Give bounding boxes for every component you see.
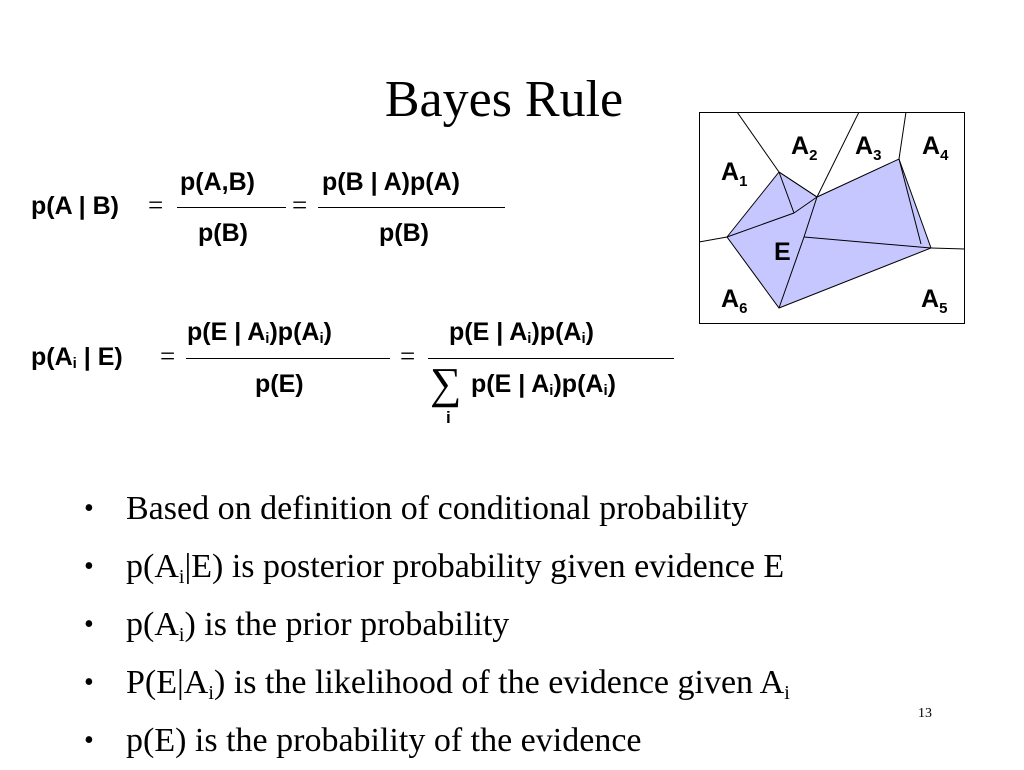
bullet-item: • $p(A_i|E)$ is posterior probability given evidence E [82,538,790,596]
label-A6: $A_6$ [721,285,748,317]
equation2-frac2-bar [428,358,674,359]
equation2-frac1-denominator: p(E) [255,370,304,398]
label-A1: $A_1$ [721,158,748,190]
label-A2: $A_2$ [791,132,818,164]
equation1-frac1-denominator: p(B) [198,219,248,247]
equation2-frac1-numerator: p(E | $A_i)p(A_i)$ [187,318,332,347]
equation1-frac1-numerator: p(A,B) [180,168,255,196]
summation-index: i [446,408,451,427]
bullet-item: • $p(A_i)$ is the prior probability [82,596,790,654]
page-number: 13 [918,706,932,721]
label-A4: $A_4$ [922,132,949,164]
bullet-item: • Based on definition of conditional probability [82,480,790,538]
partition-venn-diagram [699,112,965,324]
equation2-frac2-denominator: p(E | $A_i)p(A_i)$ [471,370,616,399]
evidence-region [727,159,931,308]
equation2-frac1-bar [186,358,390,359]
equation2-lhs: $p(A_i$ | E) [31,343,123,372]
equation2-frac2-numerator: p(E | $A_i)p(A_i)$ [449,318,594,347]
bullet-list [82,480,790,770]
equation1-frac1-bar [177,207,286,208]
slide-title: Bayes Rule [384,71,624,128]
label-E: E [774,238,791,266]
equation1-equals-1: = [148,190,164,220]
label-A3: $A_3$ [855,132,882,164]
equation1-frac2-bar [318,207,505,208]
equation1-lhs: p(A | B) [31,192,119,220]
equation1-frac2-numerator: p(B | A)p(A) [322,168,460,196]
bullet-item: • p(E) is the probability of the evidence [82,712,790,770]
equation2-equals-2: = [400,341,416,371]
equation2-equals-1: = [160,341,176,371]
summation-sign: ∑ [430,359,462,408]
label-A5: $A_5$ [921,285,948,317]
bullet-item: • $P(E|A_i)$ is the likelihood of the evidence given $A_i$ [82,654,790,712]
equation1-equals-2: = [292,190,308,220]
equation1-frac2-denominator: p(B) [379,219,429,247]
